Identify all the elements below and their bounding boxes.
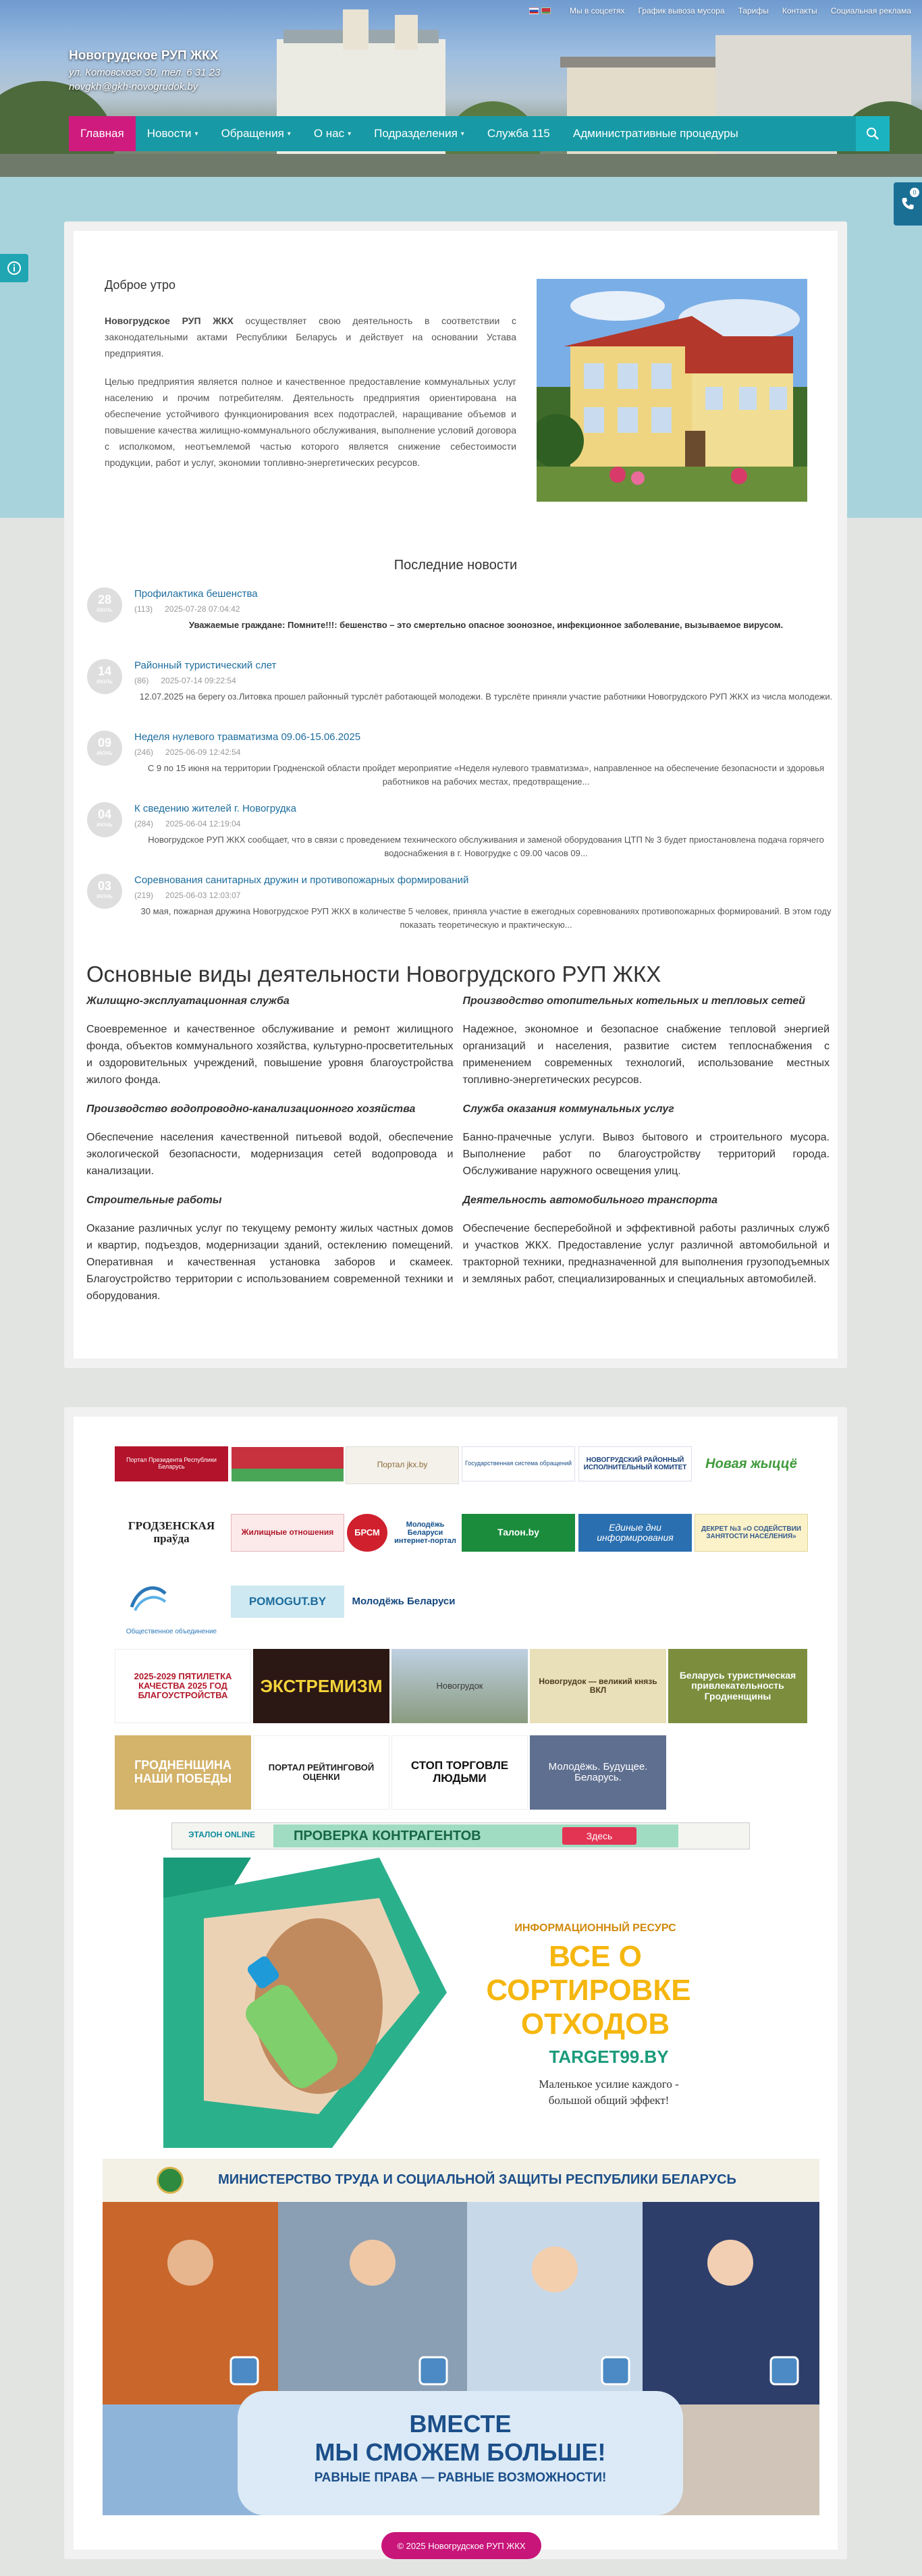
office-photo-illustration	[537, 279, 807, 502]
widget-badge: 0	[910, 188, 919, 197]
banner-youth-portal[interactable]	[390, 1514, 460, 1552]
intro-paragraph-1	[105, 313, 516, 361]
company-name: Новогрудское РУП ЖКХ	[105, 315, 234, 326]
banner-label: Общественное объединение	[126, 1628, 217, 1635]
news-date[interactable]	[87, 587, 122, 623]
news-date[interactable]	[87, 802, 122, 837]
banner-grodno-pravda[interactable]	[115, 1514, 228, 1552]
top-link-schedule[interactable]: График вывоза мусора	[638, 6, 725, 16]
banner-novogrudok-castle[interactable]	[391, 1649, 528, 1723]
news-item	[87, 659, 838, 731]
nav-label: О нас	[313, 127, 345, 140]
banner-label: ГРОДЗЕНСКАЯ праўда	[128, 1519, 215, 1545]
news-day: 09	[97, 736, 112, 750]
news-month: июль	[97, 606, 113, 614]
banner-label: ПОРТАЛ РЕЙТИНГОВОЙ ОЦЕНКИ	[268, 1762, 375, 1782]
banner-label: НОВОГРУДСКИЙ РАЙОННЫЙ ИСПОЛНИТЕЛЬНЫЙ КОМИТЕТ	[583, 1456, 687, 1471]
news-hits: (246)	[134, 747, 154, 757]
news-date[interactable]	[87, 874, 122, 909]
news-timestamp: 2025-06-09 12:42:54	[165, 747, 241, 757]
info-widget-button[interactable]	[0, 254, 28, 282]
activity-text: Обеспечение бесперебойной и эффективной работы различных служб и участков ЖКХ. Предоставление услуг различной автомобильной и тракторной техники, предназначенной для выполнения грузоподъемных и земляных работ, специализированных и специальных автомобилей.	[462, 1223, 830, 1285]
activity-text: Надежное, экономное и безопасное снабжение тепловой энергией организаций и населения, развитие систем теплоснабжения с применением современных технологий, использование местных топливно-энергетических ресурсов.	[462, 1024, 830, 1086]
banner-quality-five-year[interactable]	[115, 1649, 251, 1723]
banner-newspaper[interactable]	[695, 1446, 808, 1481]
waste-ad-site[interactable]: TARGET99.BY	[549, 2047, 669, 2067]
intro-text: осуществляет свою деятельность в соответствии с законодательными актами Республики Беларусь и действует на основании Устава предприятия.	[105, 315, 516, 359]
news-date[interactable]	[87, 731, 122, 766]
news-excerpt: С 9 по 15 июня на территории Гродненской области пройдет мероприятие «Неделя нулевого травматизма», направленное на обеспечение безопасности и здоровья работников на рабочих местах, предотвращение...	[147, 763, 825, 787]
ministry-line2: МЫ СМОЖЕМ БОЛЬШЕ!	[315, 2438, 606, 2466]
banner-label: Беларусь туристическая привлекательность Гродненщины	[679, 1669, 796, 1702]
news-month: июнь	[97, 893, 113, 900]
language-switcher	[529, 7, 551, 14]
waste-ad-slogan1: Маленькое усилие каждого -	[539, 2078, 679, 2091]
news-item	[87, 802, 838, 874]
activities-right-column	[463, 995, 830, 1319]
banner-label: СТОП ТОРГОВЛЕ ЛЮДЬМИ	[410, 1759, 509, 1785]
banner-appeals-system[interactable]	[462, 1446, 575, 1481]
ministry-emblem-icon	[157, 2167, 184, 2194]
nav-item-news[interactable]	[136, 116, 210, 151]
news-title-link[interactable]: Районный туристический слет	[134, 660, 277, 671]
news-day: 14	[97, 664, 112, 678]
news-list	[87, 587, 838, 945]
news-excerpt: 30 мая, пожарная дружина Новогрудское РУП ЖКХ в количестве 5 человек, приняла участие в ежегодных соревнованиях противопожарных формирований. В этом году показать теоретическую и практическую...	[140, 906, 832, 930]
info-icon	[7, 261, 22, 275]
site-info	[69, 49, 220, 93]
etalon-logo: ЭТАЛОН ONLINE	[188, 1830, 256, 1839]
news-meta	[134, 604, 252, 614]
waste-ad-line3: ОТХОДОВ	[520, 2007, 670, 2041]
news-meta	[134, 747, 252, 757]
banner-label: Новогрудок — великий князь ВКЛ	[539, 1676, 657, 1695]
nav-item-appeals[interactable]	[210, 116, 302, 151]
main-content-card	[64, 221, 847, 1368]
news-meta	[134, 891, 252, 900]
banner-label: Новогрудок	[436, 1680, 483, 1691]
news-meta	[134, 819, 252, 829]
nav-label: Административные процедуры	[572, 127, 738, 140]
caret-down-icon: ▾	[287, 130, 291, 138]
etalon-button[interactable]: Здесь	[562, 1827, 636, 1845]
news-month: июль	[97, 678, 113, 685]
news-hits: (284)	[134, 819, 154, 829]
latest-news-title: Последние новости	[394, 558, 518, 573]
activity-text: Банно-прачечные услуги. Вывоз бытового и строительного мусора. Выполнение работ по благоустройству территорий города. Обслуживание наружного освещения улиц.	[462, 1132, 830, 1177]
top-link-contacts[interactable]: Контакты	[782, 6, 817, 16]
top-link-social[interactable]: Мы в соцсетях	[569, 6, 625, 16]
nav-label: Новости	[146, 127, 192, 140]
nav-item-departments[interactable]	[362, 116, 476, 151]
news-title-link[interactable]: К сведению жителей г. Новогрудка	[134, 803, 296, 814]
news-timestamp: 2025-07-28 07:04:42	[165, 604, 240, 614]
news-hits: (219)	[134, 891, 154, 900]
news-hits: (113)	[134, 604, 153, 614]
activities-left-column	[86, 995, 454, 1319]
site-address: ул. Котовского 30, тел. 6 31 23	[69, 67, 221, 78]
accessibility-widget-button[interactable]	[894, 182, 922, 226]
caret-down-icon: ▾	[460, 130, 464, 138]
banner-ministry-labour[interactable]	[103, 2159, 819, 2515]
nav-item-home[interactable]	[69, 116, 136, 151]
banner-label: ГРОДНЕНЩИНА НАШИ ПОБЕДЫ	[134, 1758, 232, 1785]
activity-heading: Производство отопительных котельных и тепловых сетей	[462, 995, 806, 1007]
activity-heading: Деятельность автомобильного транспорта	[462, 1194, 718, 1206]
banner-public-association[interactable]	[115, 1576, 228, 1638]
banner-label: POMOGUT.BY	[248, 1594, 327, 1608]
news-day: 04	[97, 808, 112, 821]
banner-youth-belarus[interactable]	[347, 1585, 460, 1618]
nav-item-about[interactable]	[302, 116, 362, 151]
nav-label: Подразделения	[374, 127, 458, 140]
banner-label: ЭКСТРЕМИЗМ	[260, 1675, 383, 1696]
news-hits: (86)	[134, 676, 149, 685]
news-excerpt: 12.07.2025 на берегу оз.Литовка прошел районный турслёт работающей молодежи. В турслёте приняли участие работники Новогрудского РУП ЖКХ из числа молодежи.	[139, 691, 833, 702]
activity-heading: Жилищно-эксплуатационная служба	[86, 995, 290, 1007]
news-day: 28	[97, 593, 112, 606]
banner-pomogut[interactable]	[231, 1585, 344, 1618]
banner-label: 2025-2029 ПЯТИЛЕТКА КАЧЕСТВА 2025 ГОД БЛАГОУСТРОЙСТВА	[134, 1671, 232, 1701]
banner-flag[interactable]	[232, 1438, 344, 1481]
waste-ad-line2: СОРТИРОВКЕ	[486, 1974, 691, 2007]
news-month: июнь	[97, 750, 113, 757]
banner-label: БРСМ	[354, 1527, 380, 1537]
banner-label: Молодёжь. Будущее. Беларусь.	[548, 1760, 648, 1783]
news-title-link[interactable]: Соревнования санитарных дружин и противопожарных формирований	[134, 874, 469, 886]
ministry-line1: ВМЕСТЕ	[409, 2410, 512, 2438]
news-meta	[134, 676, 248, 685]
banner-label: Государственная система обращений	[464, 1460, 572, 1467]
waste-ad-line1: ВСЕ О	[549, 1940, 642, 1973]
ministry-ad-illustration	[103, 2202, 819, 2515]
news-title-link[interactable]: Профилактика бешенства	[134, 588, 258, 600]
main-nav	[69, 116, 856, 151]
activity-text: Оказание различных услуг по текущему ремонту жилых частных домов и квартир, подъездов, модернизации зданий, остеклению помещений. Оперативная и качественная установка заборов и скамеек. Благоустройство территории с использованием современной техники и оборудования.	[86, 1223, 454, 1302]
banner-label: Единые дни информирования	[597, 1521, 674, 1543]
site-name[interactable]: Новогрудское РУП ЖКХ	[69, 49, 219, 63]
banner-label: Талон.by	[497, 1527, 539, 1538]
banner-waste-sorting[interactable]	[163, 1858, 742, 2148]
banner-rating-portal[interactable]	[253, 1735, 389, 1810]
church-tower	[343, 9, 369, 50]
news-excerpt: Уважаемые граждане: Помните!!!: бешенство – это смертельно опасное зоонозное, инфекционное заболевание, вызываемое вирусом.	[188, 620, 784, 630]
banner-talon[interactable]	[462, 1514, 575, 1552]
waste-ad-subtitle: ИНФОРМАЦИОННЫЙ РЕСУРС	[514, 1922, 676, 1934]
wave-logo-icon	[128, 1580, 169, 1614]
greeting: Доброе утро	[105, 278, 176, 292]
news-timestamp: 2025-06-04 12:19:04	[165, 819, 241, 829]
ministry-line3: РАВНЫЕ ПРАВА — РАВНЫЕ ВОЗМОЖНОСТИ!	[314, 2471, 607, 2485]
news-month: июнь	[97, 821, 113, 829]
activities-columns	[86, 995, 830, 1319]
top-link-ads[interactable]: Социальная реклама	[830, 6, 911, 16]
banner-label: Молодёжь Беларуси интернет-портал	[394, 1520, 456, 1546]
activities-title: Основные виды деятельности Новогрудского РУП ЖКХ	[86, 962, 661, 987]
site-email[interactable]: novgkh@gkh-novogrudok.by	[69, 81, 198, 93]
banner-jkx-portal[interactable]	[346, 1446, 459, 1484]
banner-housing[interactable]	[231, 1514, 344, 1552]
nav-label: Главная	[80, 127, 124, 140]
banner-our-victories[interactable]	[115, 1735, 251, 1810]
news-item	[87, 731, 838, 802]
banner-novogrudok-vkl[interactable]	[530, 1649, 666, 1723]
activity-heading: Производство водопроводно-канализационного хозяйства	[86, 1103, 416, 1115]
activity-text: Своевременное и качественное обслуживание и ремонт жилищного фонда, объектов коммунального хозяйства, культурно-просветительных и оздоровительных учреждений, повышение уровня благоустройства жилого фонда.	[86, 1024, 454, 1086]
caret-down-icon: ▾	[194, 130, 198, 138]
banner-extremism[interactable]	[253, 1649, 389, 1723]
intro-section	[105, 278, 516, 483]
caret-down-icon: ▾	[348, 130, 352, 138]
flag-ru-icon[interactable]	[529, 7, 539, 14]
banner-youth-future[interactable]	[530, 1735, 666, 1810]
banner-brsm[interactable]	[347, 1514, 387, 1552]
banner-president-portal[interactable]	[115, 1446, 228, 1481]
banner-stop-trafficking[interactable]	[391, 1735, 528, 1810]
nav-item-service-115[interactable]	[476, 116, 562, 151]
nav-label: Служба 115	[487, 127, 550, 140]
header	[0, 0, 922, 177]
office-building-photo	[537, 279, 807, 502]
news-excerpt: Новогрудское РУП ЖКХ сообщает, что в связи с проведением технического обслуживания и заменой оборудования ЦТП № 3 будет приостановлена подача горячего водоснабжения в г. Новогрудке с 09.00 часов 09...	[148, 835, 824, 858]
banner-label: ДЕКРЕТ №3 «О СОДЕЙСТВИИ ЗАНЯТОСТИ НАСЕЛЕНИЯ»	[701, 1525, 801, 1540]
banner-decree-3[interactable]	[695, 1514, 808, 1552]
activity-heading: Строительные работы	[86, 1194, 222, 1206]
intro-paragraph-2: Целью предприятия является полное и качественное предоставление коммунальных услуг населению и прочим потребителям. Деятельность предприятия ориентирована на обеспечение устойчивого функционирования всех подотраслей, наращивание объемов и повышение качества жилищно-коммунального обслуживания, выполнение условий договора с исполкомом, неотъемлемой частью которого является снижение себестоимости продукции, работ и услуг, экономии топливно-энергетических ресурсов.	[105, 376, 516, 468]
news-item	[87, 587, 838, 659]
church-tower-2	[395, 15, 418, 50]
top-bar	[529, 0, 911, 22]
flag-by-icon[interactable]	[541, 7, 551, 14]
banner-label: Жилищные отношения	[241, 1527, 334, 1537]
nav-label: Обращения	[221, 127, 284, 140]
banner-label: Портал jkx.by	[377, 1460, 428, 1470]
phone-icon	[900, 196, 916, 212]
banner-label: Новая жыццё	[705, 1456, 797, 1471]
news-item	[87, 874, 838, 945]
news-title-link[interactable]: Неделя нулевого травматизма 09.06-15.06.2025	[134, 731, 361, 743]
news-timestamp: 2025-06-03 12:03:07	[165, 891, 241, 900]
activity-heading: Служба оказания коммунальных услуг	[462, 1103, 674, 1115]
activities-section	[86, 962, 830, 1319]
banner-info-days[interactable]	[578, 1514, 692, 1552]
banner-etalon[interactable]	[171, 1822, 750, 1849]
search-button[interactable]	[856, 116, 890, 151]
banner-district-committee[interactable]	[578, 1446, 692, 1481]
banner-label: Портал Президента Республики Беларусь	[126, 1456, 217, 1470]
search-icon	[866, 127, 879, 140]
nav-item-admin-procedures[interactable]	[562, 116, 750, 151]
footer-copyright: © 2025 Новогрудское РУП ЖКХ	[381, 2532, 541, 2559]
etalon-text: ПРОВЕРКА КОНТРАГЕНТОВ	[294, 1829, 481, 1843]
banner-tourism[interactable]	[668, 1649, 807, 1723]
news-day: 03	[97, 879, 112, 893]
banner-label: Молодёжь Беларуси	[352, 1595, 456, 1607]
news-timestamp: 2025-07-14 09:22:54	[161, 676, 236, 685]
top-link-tariffs[interactable]: Тарифы	[738, 6, 769, 16]
waste-ad-slogan2: большой общий эффект!	[548, 2094, 670, 2107]
street	[0, 154, 922, 177]
activity-text: Обеспечение населения качественной питьевой водой, обеспечение экологической безопасности, модернизация сетей водопровода и канализации.	[86, 1132, 454, 1177]
ministry-header: МИНИСТЕРСТВО ТРУДА И СОЦИАЛЬНОЙ ЗАЩИТЫ РЕСПУБЛИКИ БЕЛАРУСЬ	[218, 2172, 736, 2187]
news-date[interactable]	[87, 659, 122, 694]
